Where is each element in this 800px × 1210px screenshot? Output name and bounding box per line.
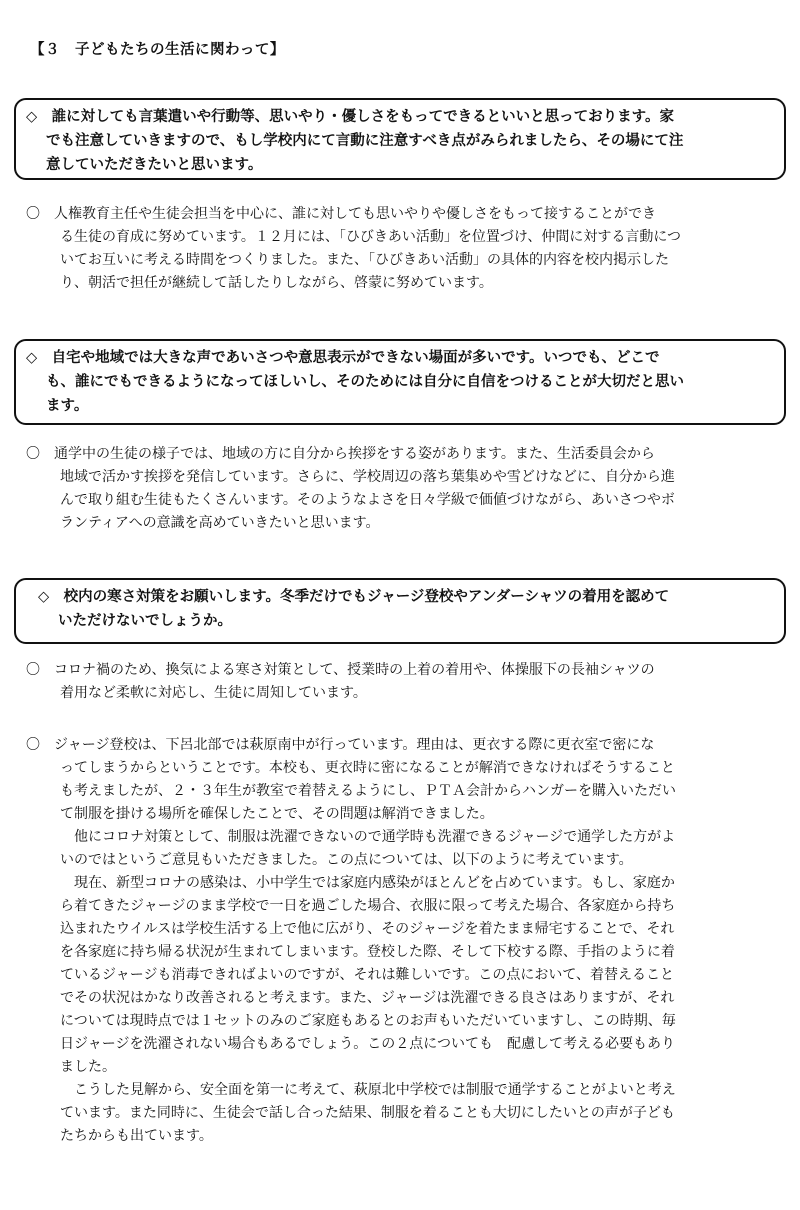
answer-1-line: いてお互いに考える時間をつくりました。また、「ひびきあい活動」の具体的内容を校内掲示した: [60, 252, 669, 268]
answer-4-line: も考えましたが、２・３年生が教室で着替えるようにし、ＰＴＡ会計からハンガーを購入いただい: [60, 783, 676, 799]
answer-3-line: 〇 コロナ禍のため、換気による寒さ対策として、授業時の上着の着用や、体操服下の長袖シャツの: [26, 662, 655, 678]
answer-4-line: て制服を掛ける場所を確保したことで、その問題は解消できました。: [60, 806, 494, 822]
answer-2-line: ランティアへの意識を高めていきたいと思います。: [60, 515, 380, 531]
answer-block-4: [26, 734, 676, 1148]
answer-4-line: 現在、新型コロナの感染は、小中学生では家庭内感染がほとんどを占めています。もし、家庭か: [60, 875, 675, 891]
answer-1-line: る生徒の育成に努めています。１２月には、「ひびきあい活動」を位置づけ、仲間に対する言動につ: [60, 229, 682, 245]
question-box-2: [14, 339, 786, 425]
answer-4-line: 込まれたウイルスは学校生活する上で他に広がり、そのジャージを着たまま帰宅することで、それ: [60, 921, 675, 937]
answer-2-line: んで取り組む生徒もたくさんいます。そのようなよさを日々学級で価値づけながら、あいさつやボ: [60, 492, 675, 508]
question-1-line: ◇ 誰に対しても言葉遣いや行動等、思いやり・優しさをもってできるといいと思っております。家: [26, 109, 674, 125]
answer-3-line: 着用など柔軟に対応し、生徒に周知しています。: [60, 685, 367, 701]
question-1-line: でも注意していきますので、もし学校内にて言動に注意すべき点がみられましたら、その場にて注: [46, 133, 684, 149]
answer-block-3: [26, 659, 655, 705]
question-2-line: ます。: [46, 398, 89, 414]
answer-4-line: 〇 ジャージ登校は、下呂北部では萩原南中が行っています。理由は、更衣する際に更衣室で密にな: [26, 737, 655, 753]
answer-4-line: いのではというご意見もいただきました。この点については、以下のように考えています。: [60, 852, 633, 868]
answer-4-line: こうした見解から、安全面を第一に考えて、萩原北中学校では制服で通学することがよいと考え: [60, 1082, 676, 1098]
section-title: 【３ 子どもたちの生活に関わって】: [30, 42, 285, 58]
question-box-1: [14, 98, 786, 180]
answer-4-line: ています。また同時に、生徒会で話し合った結果、制服を着ることも大切にしたいとの声が子ども: [60, 1105, 675, 1121]
answer-1-line: り、朝活で担任が継続して話したりしながら、啓蒙に努めています。: [60, 275, 493, 291]
answer-1-line: 〇 人権教育主任や生徒会担当を中心に、誰に対しても思いやりや優しさをもって接することができ: [26, 206, 656, 222]
answer-4-line: ら着てきたジャージのまま学校で一日を過ごした場合、衣服に限って考えた場合、各家庭から持ち: [60, 898, 676, 914]
answer-4-line: ました。: [60, 1059, 116, 1075]
answer-4-line: でその状況はかなり改善されると考えます。また、ジャージは洗濯できる良さはありますが、それ: [60, 990, 675, 1006]
answer-block-2: [26, 443, 675, 535]
answer-2-line: 〇 通学中の生徒の様子では、地域の方に自分から挨拶をする姿があります。また、生活委員会から: [26, 446, 655, 462]
answer-4-line: たちからも出ています。: [60, 1128, 213, 1144]
answer-4-line: を各家庭に持ち帰る状況が生まれてしまいます。登校した際、そして下校する際、手指のように着: [60, 944, 675, 960]
answer-4-line: 日ジャージを洗濯されない場合もあるでしょう。この２点についても 配慮して考える必要もあり: [60, 1036, 676, 1052]
question-box-3: [14, 578, 786, 644]
answer-4-line: ているジャージも消毒できればよいのですが、それは難しいです。この点において、着替えること: [60, 967, 675, 983]
question-1-line: 意していただきたいと思います。: [46, 157, 263, 173]
answer-block-1: [26, 203, 681, 295]
question-2-line: も、誰にでもできるようになってほしいし、そのためには自分に自信をつけることが大切だと思い: [46, 374, 684, 390]
question-3-line: いただけないでしょうか。: [58, 613, 232, 629]
answer-4-line: については現時点では１セットのみのご家庭もあるとのお声もいただいていますし、この時期、毎: [60, 1013, 676, 1029]
question-3-line: ◇ 校内の寒さ対策をお願いします。冬季だけでもジャージ登校やアンダーシャツの着用を認めて: [38, 589, 670, 605]
question-2-line: ◇ 自宅や地域では大きな声であいさつや意思表示ができない場面が多いです。いつでも、どこで: [26, 350, 660, 366]
answer-4-line: 他にコロナ対策として、制服は洗濯できないので通学時も洗濯できるジャージで通学した方がよ: [60, 829, 676, 845]
answer-2-line: 地域で活かす挨拶を発信しています。さらに、学校周辺の落ち葉集めや雪どけなどに、自分から進: [60, 469, 675, 485]
answer-4-line: ってしまうからということです。本校も、更衣時に密になることが解消できなければそうすること: [60, 760, 675, 776]
